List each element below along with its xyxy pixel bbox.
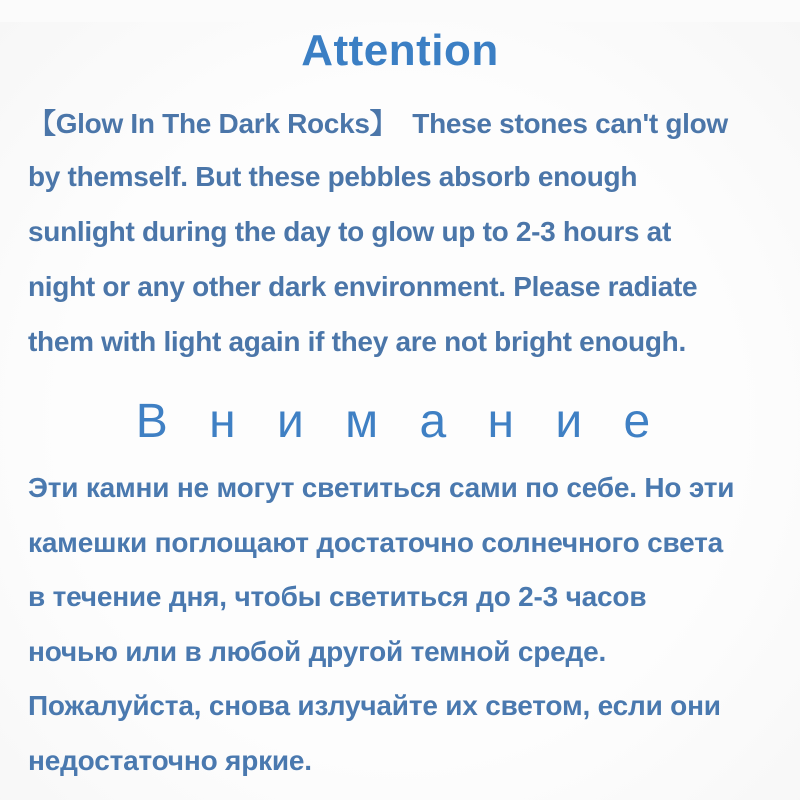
attention-heading-russian: В н и м а н и е [135, 395, 665, 448]
english-text-line: night or any other dark environment. Please radiate [28, 270, 698, 302]
russian-text-line: ночью или в любой другой темной среде. [28, 635, 607, 667]
english-text-line: them with light again if they are not bright enough. [28, 325, 686, 357]
attention-body-english [0, 94, 800, 369]
english-text-line: sunlight during the day to glow up to 2-3 hours at [28, 215, 671, 247]
russian-text-line: недостаточно яркие. [28, 744, 312, 776]
notice-page [0, 22, 800, 800]
english-text-line: by themself. But these pebbles absorb enough [28, 160, 638, 192]
russian-text-line: Пожалуйста, снова излучайте их светом, если они [28, 690, 721, 722]
attention-heading-english: Attention [301, 26, 499, 75]
english-text-line: 【Glow In The Dark Rocks】 These stones can't glow [28, 107, 728, 139]
russian-text-line: камешки поглощают достаточно солнечного света [28, 526, 724, 558]
attention-body-russian [0, 461, 800, 788]
russian-text-line: в течение дня, чтобы светиться до 2-3 часов [28, 581, 647, 613]
russian-text-line: Эти камни не могут светиться сами по себе. Но эти [28, 472, 735, 504]
